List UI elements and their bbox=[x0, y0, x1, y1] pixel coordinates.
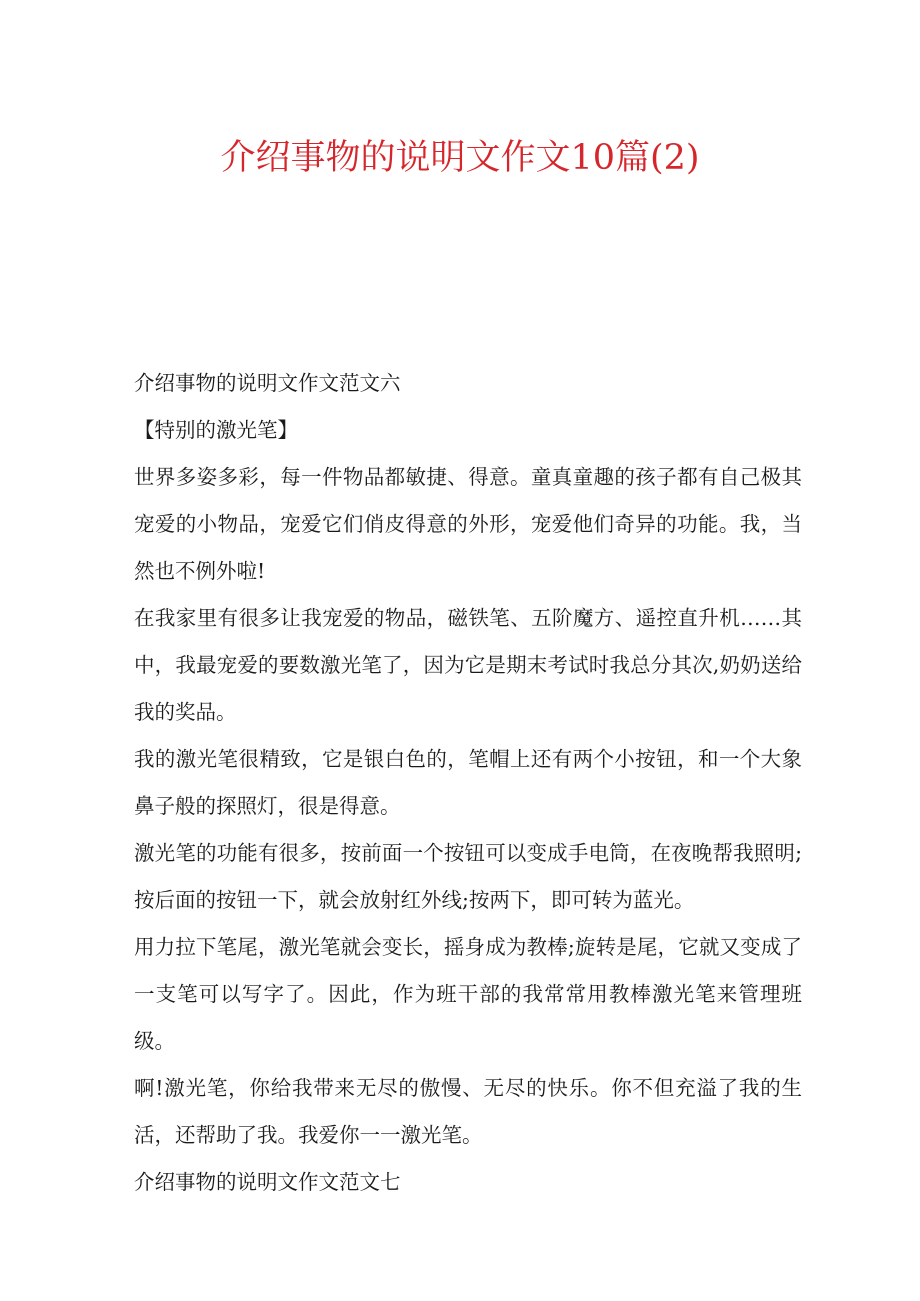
paragraph: 世界多姿多彩，每一件物品都敏捷、得意。童真童趣的孩子都有自己极其宠爱的小物品，宠爱它们俏皮得意的外形，宠爱他们奇异的功能。我，当然也不例外啦! bbox=[134, 465, 802, 583]
paragraph: 啊!激光笔，你给我带来无尽的傲慢、无尽的快乐。你不但充溢了我的生活，还帮助了我。我爱你一一激光笔。 bbox=[134, 1076, 802, 1147]
document-title: 介绍事物的说明文作文10篇(2) bbox=[220, 138, 700, 178]
paragraph: 激光笔的功能有很多，按前面一个按钮可以变成手电筒，在夜晚帮我照明;按后面的按钮一下，就会放射红外线;按两下，即可转为蓝光。 bbox=[134, 841, 802, 912]
paragraph: 我的激光笔很精致，它是银白色的，笔帽上还有两个小按钮，和一个大象鼻子般的探照灯，很是得意。 bbox=[134, 747, 802, 818]
section-heading: 介绍事物的说明文作文范文七 bbox=[134, 1170, 401, 1194]
paragraph: 用力拉下笔尾，激光笔就会变长，摇身成为教棒;旋转是尾，它就又变成了一支笔可以写字了。因此，作为班干部的我常常用教棒激光笔来管理班级。 bbox=[134, 935, 802, 1053]
essay-title: 【特别的激光笔】 bbox=[134, 418, 298, 442]
document-body bbox=[134, 360, 802, 1206]
section-heading: 介绍事物的说明文作文范文六 bbox=[134, 371, 401, 395]
paragraph: 在我家里有很多让我宠爱的物品，磁铁笔、五阶魔方、遥控直升机……其中，我最宠爱的要数激光笔了，因为它是期末考试时我总分其次,奶奶送给我的奖品。 bbox=[134, 606, 802, 724]
